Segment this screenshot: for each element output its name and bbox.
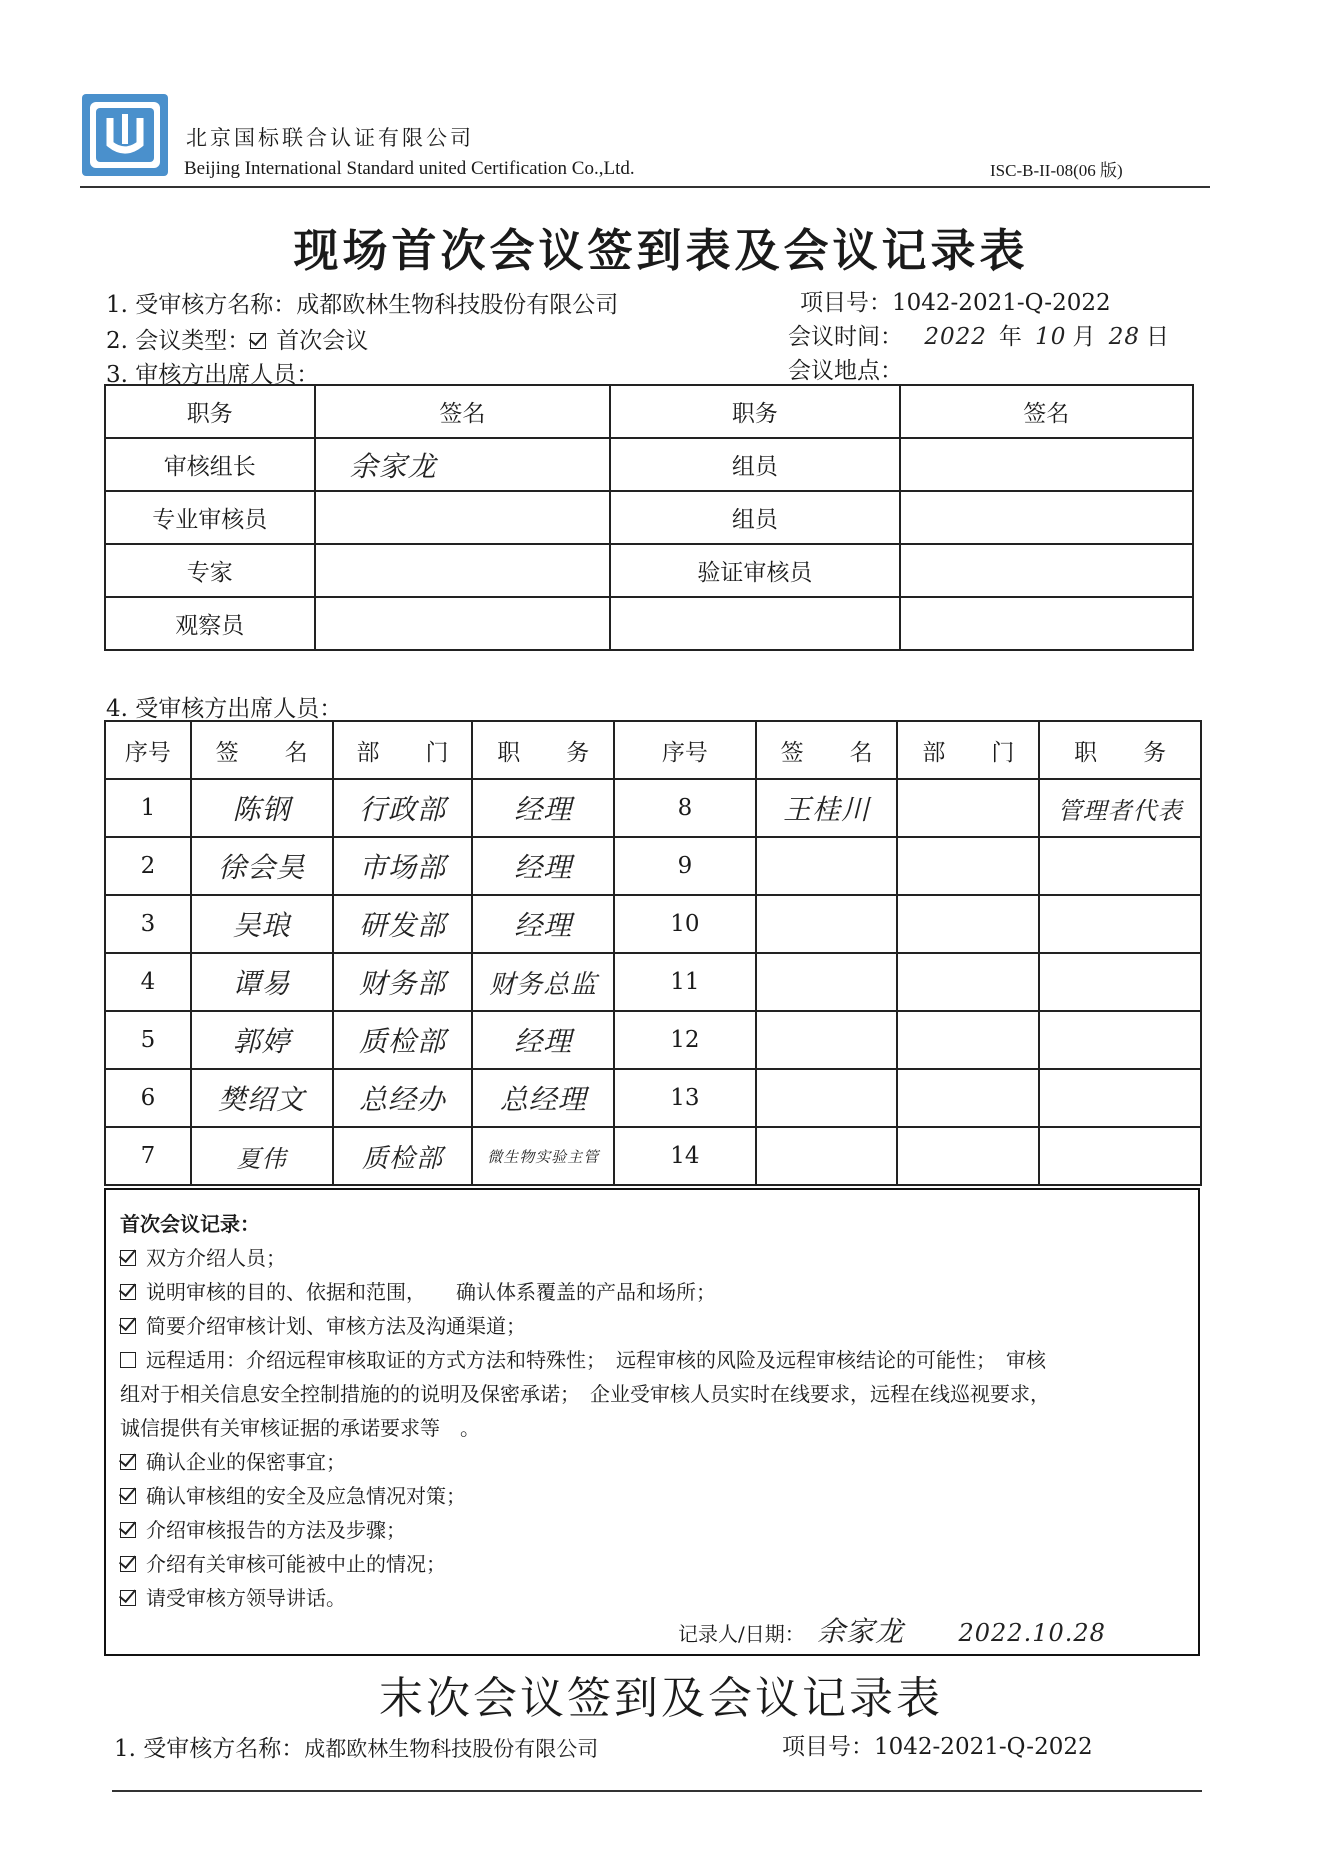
header-cell: 签名 bbox=[315, 385, 611, 438]
minutes-item bbox=[120, 1446, 346, 1475]
auditee-attendees-label: 4. 受审核方出席人员： bbox=[106, 696, 343, 722]
minutes-item bbox=[120, 1276, 716, 1305]
header-rule bbox=[80, 186, 1210, 188]
department-cell: 研发部 bbox=[333, 895, 473, 953]
seq-cell: 9 bbox=[614, 837, 756, 895]
role-cell: 专家 bbox=[105, 544, 315, 597]
signature-cell bbox=[315, 597, 611, 650]
footer-rule bbox=[112, 1790, 1202, 1792]
signature-cell bbox=[315, 544, 611, 597]
checkbox-checked bbox=[120, 1284, 136, 1300]
meeting-type-label: 2. 会议类型： bbox=[106, 328, 251, 354]
closing-project-number-value: 1042-2021-Q-2022 bbox=[874, 1734, 1093, 1760]
meeting-year: 2022 bbox=[924, 324, 987, 350]
year-unit: 年 bbox=[998, 324, 1022, 350]
position-cell bbox=[1039, 1069, 1201, 1127]
role-cell: 验证审核员 bbox=[610, 544, 899, 597]
signature-cell bbox=[756, 895, 898, 953]
header-cell: 部 门 bbox=[897, 721, 1039, 779]
signature-cell: 王桂川 bbox=[756, 779, 898, 837]
checkbox-checked bbox=[120, 1488, 136, 1504]
closing-project-number-field bbox=[782, 1728, 1093, 1761]
header-cell: 职 务 bbox=[1039, 721, 1201, 779]
meeting-month: 10 bbox=[1035, 324, 1067, 350]
meeting-day: 28 bbox=[1108, 324, 1141, 350]
position-cell: 经理 bbox=[472, 779, 614, 837]
header-cell: 部 门 bbox=[333, 721, 473, 779]
closing-project-number-label: 项目号： bbox=[782, 1734, 874, 1760]
minutes-heading: 首次会议记录： bbox=[120, 1212, 260, 1236]
minutes-item-continued: 诚信提供有关审核证据的承诺要求等 。 bbox=[120, 1416, 480, 1440]
project-number-field bbox=[800, 284, 1111, 317]
signature-cell bbox=[756, 953, 898, 1011]
signature-cell bbox=[900, 438, 1193, 491]
seq-cell: 11 bbox=[614, 953, 756, 1011]
header-cell: 序号 bbox=[614, 721, 756, 779]
department-cell bbox=[897, 895, 1039, 953]
closing-auditee-name-label: 1. 受审核方名称： bbox=[114, 1736, 305, 1762]
signature-cell: 樊绍文 bbox=[191, 1069, 333, 1127]
form-code: ISC-B-II-08(06 版) bbox=[990, 161, 1123, 180]
signature-cell bbox=[756, 1127, 898, 1185]
meeting-time-label: 会议时间： bbox=[788, 324, 903, 350]
signature-cell: 夏伟 bbox=[191, 1127, 333, 1185]
table-header-row bbox=[105, 721, 1201, 779]
department-cell: 财务部 bbox=[333, 953, 473, 1011]
seq-cell: 2 bbox=[105, 837, 191, 895]
checkbox-checked bbox=[120, 1454, 136, 1470]
signature-cell bbox=[900, 544, 1193, 597]
auditee-attendance-table bbox=[104, 720, 1202, 1186]
role-cell: 审核组长 bbox=[105, 438, 315, 491]
position-cell: 经理 bbox=[472, 837, 614, 895]
header-cell: 职务 bbox=[105, 385, 315, 438]
position-cell bbox=[1039, 953, 1201, 1011]
seq-cell: 10 bbox=[614, 895, 756, 953]
closing-auditee-name-field bbox=[114, 1730, 598, 1763]
minutes-item bbox=[120, 1242, 286, 1271]
department-cell: 市场部 bbox=[333, 837, 473, 895]
signature-cell bbox=[756, 837, 898, 895]
position-cell bbox=[1039, 1127, 1201, 1185]
minutes-item-text: 简要介绍审核计划、审核方法及沟通渠道； bbox=[146, 1314, 526, 1338]
checkbox-checked bbox=[120, 1556, 136, 1572]
auditor-attendees-label: 3. 审核方出席人员： bbox=[106, 362, 320, 388]
department-cell: 行政部 bbox=[333, 779, 473, 837]
minutes-item-text: 双方介绍人员； bbox=[146, 1246, 286, 1270]
minutes-item bbox=[120, 1582, 346, 1611]
role-cell bbox=[610, 597, 899, 650]
day-unit: 日 bbox=[1146, 324, 1170, 350]
header-cell: 序号 bbox=[105, 721, 191, 779]
minutes-item bbox=[120, 1480, 466, 1509]
company-logo bbox=[82, 94, 168, 176]
recorder-signature: 余家龙 bbox=[817, 1615, 905, 1648]
header-cell: 签 名 bbox=[756, 721, 898, 779]
checkbox-checked bbox=[120, 1522, 136, 1538]
department-cell: 总经办 bbox=[333, 1069, 473, 1127]
company-name-cn: 北京国标联合认证有限公司 bbox=[186, 126, 474, 150]
position-cell bbox=[1039, 837, 1201, 895]
meeting-place-label: 会议地点： bbox=[788, 358, 903, 384]
closing-auditee-name-value: 成都欧林生物科技股份有限公司 bbox=[304, 1737, 599, 1761]
signature-cell bbox=[900, 597, 1193, 650]
checkbox-checked bbox=[120, 1250, 136, 1266]
seq-cell: 5 bbox=[105, 1011, 191, 1069]
position-cell: 经理 bbox=[472, 1011, 614, 1069]
table-row bbox=[105, 491, 1193, 544]
seq-cell: 1 bbox=[105, 779, 191, 837]
header-cell: 职务 bbox=[610, 385, 899, 438]
table-row bbox=[105, 1011, 1201, 1069]
minutes-item bbox=[120, 1344, 1046, 1373]
role-cell: 组员 bbox=[610, 491, 899, 544]
table-header-row bbox=[105, 385, 1193, 438]
signature-cell: 郭婷 bbox=[191, 1011, 333, 1069]
minutes-item-text: 说明审核的目的、依据和范围， 确认体系覆盖的产品和场所； bbox=[146, 1280, 716, 1304]
department-cell: 质检部 bbox=[333, 1011, 473, 1069]
header-cell: 职 务 bbox=[472, 721, 614, 779]
signature-cell: 余家龙 bbox=[315, 438, 611, 491]
signature-cell bbox=[756, 1011, 898, 1069]
minutes-item bbox=[120, 1548, 446, 1577]
minutes-item bbox=[120, 1310, 526, 1339]
page-title: 现场首次会议签到表及会议记录表 bbox=[293, 224, 1029, 277]
seq-cell: 8 bbox=[614, 779, 756, 837]
auditee-name-value: 成都欧林生物科技股份有限公司 bbox=[296, 292, 619, 318]
role-cell: 组员 bbox=[610, 438, 899, 491]
table-row bbox=[105, 895, 1201, 953]
minutes-item-text: 请受审核方领导讲话。 bbox=[146, 1586, 346, 1610]
department-cell bbox=[897, 779, 1039, 837]
month-unit: 月 bbox=[1072, 324, 1096, 350]
department-cell bbox=[897, 1127, 1039, 1185]
signature-cell: 谭易 bbox=[191, 953, 333, 1011]
table-row bbox=[105, 1127, 1201, 1185]
table-row bbox=[105, 438, 1193, 491]
checkbox-unchecked bbox=[120, 1352, 136, 1368]
signature-cell: 徐会昊 bbox=[191, 837, 333, 895]
minutes-item-continued: 组对于相关信息安全控制措施的的说明及保密承诺； 企业受审核人员实时在线要求，远程在线巡视要求， bbox=[120, 1382, 1050, 1406]
auditee-name-field bbox=[106, 286, 618, 319]
seq-cell: 6 bbox=[105, 1069, 191, 1127]
recorder-label: 记录人/日期： bbox=[678, 1622, 805, 1646]
table-row bbox=[105, 597, 1193, 650]
department-cell bbox=[897, 837, 1039, 895]
table-row bbox=[105, 837, 1201, 895]
role-cell: 专业审核员 bbox=[105, 491, 315, 544]
seq-cell: 14 bbox=[614, 1127, 756, 1185]
seq-cell: 12 bbox=[614, 1011, 756, 1069]
table-row bbox=[105, 544, 1193, 597]
first-meeting-minutes bbox=[104, 1188, 1200, 1656]
auditee-name-label: 1. 受审核方名称： bbox=[106, 292, 297, 318]
table-row bbox=[105, 953, 1201, 1011]
company-name-en: Beijing International Standard united Certification Co.,Ltd. bbox=[184, 158, 635, 179]
signature-cell: 吴琅 bbox=[191, 895, 333, 953]
position-cell bbox=[1039, 1011, 1201, 1069]
header-cell: 签 名 bbox=[191, 721, 333, 779]
signature-cell: 陈钢 bbox=[191, 779, 333, 837]
checkbox-checked bbox=[120, 1318, 136, 1334]
minutes-item-text: 确认审核组的安全及应急情况对策； bbox=[146, 1484, 466, 1508]
position-cell: 微生物实验主管 bbox=[472, 1127, 614, 1185]
role-cell: 观察员 bbox=[105, 597, 315, 650]
table-row bbox=[105, 779, 1201, 837]
position-cell: 经理 bbox=[472, 895, 614, 953]
signature-cell bbox=[900, 491, 1193, 544]
project-number-label: 项目号： bbox=[800, 290, 892, 316]
position-cell: 总经理 bbox=[472, 1069, 614, 1127]
project-number-value: 1042-2021-Q-2022 bbox=[892, 290, 1111, 316]
meeting-type-checkbox bbox=[250, 333, 266, 349]
minutes-item bbox=[120, 1514, 406, 1543]
seq-cell: 3 bbox=[105, 895, 191, 953]
meeting-type-value: 首次会议 bbox=[276, 328, 369, 354]
department-cell bbox=[897, 1069, 1039, 1127]
seq-cell: 7 bbox=[105, 1127, 191, 1185]
minutes-item-text: 远程适用：介绍远程审核取证的方式方法和特殊性； 远程审核的风险及远程审核结论的可能性； 审核 bbox=[146, 1348, 1046, 1372]
position-cell bbox=[1039, 895, 1201, 953]
minutes-item-text: 介绍有关审核可能被中止的情况； bbox=[146, 1552, 446, 1576]
department-cell bbox=[897, 1011, 1039, 1069]
meeting-time-field bbox=[788, 318, 1169, 351]
auditor-attendance-table bbox=[104, 384, 1194, 651]
minutes-item-text: 确认企业的保密事宜； bbox=[146, 1450, 346, 1474]
minutes-item-text: 介绍审核报告的方法及步骤； bbox=[146, 1518, 406, 1542]
table-row bbox=[105, 1069, 1201, 1127]
seq-cell: 4 bbox=[105, 953, 191, 1011]
department-cell bbox=[897, 953, 1039, 1011]
header-cell: 签名 bbox=[900, 385, 1193, 438]
seq-cell: 13 bbox=[614, 1069, 756, 1127]
position-cell: 管理者代表 bbox=[1039, 779, 1201, 837]
checkbox-checked bbox=[120, 1590, 136, 1606]
signature-cell bbox=[315, 491, 611, 544]
recorder-date: 2022.10.28 bbox=[958, 1619, 1106, 1647]
recorder-line bbox=[678, 1610, 1106, 1650]
position-cell: 财务总监 bbox=[472, 953, 614, 1011]
meeting-type-field bbox=[106, 322, 368, 355]
department-cell: 质检部 bbox=[333, 1127, 473, 1185]
signature-cell bbox=[756, 1069, 898, 1127]
closing-meeting-title: 末次会议签到及会议记录表 bbox=[379, 1673, 943, 1724]
